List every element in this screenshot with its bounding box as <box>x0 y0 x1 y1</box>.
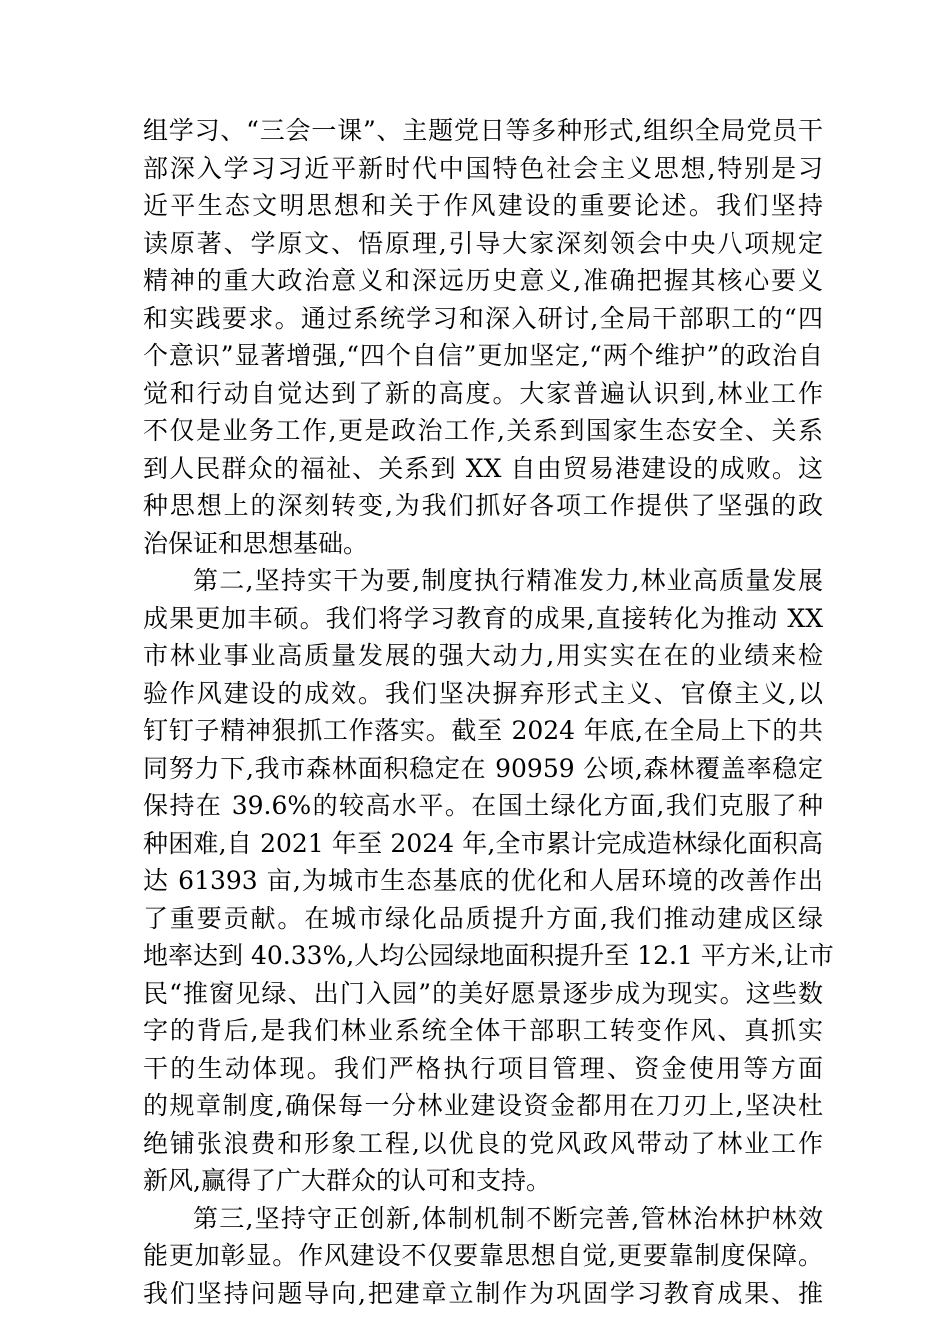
text-line: 种困难,自 2021 年至 2024 年,全市累计完成造林绿化面积高 <box>143 828 823 858</box>
body-text <box>143 112 834 1312</box>
text-line: 字的背后,是我们林业系统全体干部职工转变作风、真抓实 <box>143 1016 823 1045</box>
paragraph-start-line: 第二,坚持实干为要,制度执行精准发力,林业高质量发展 <box>193 566 823 595</box>
text-line: 近平生态文明思想和关于作风建设的重要论述。我们坚持 <box>143 191 823 220</box>
text-line: 了重要贡献。在城市绿化品质提升方面,我们推动建成区绿 <box>143 903 823 933</box>
text-line: 不仅是业务工作,更是政治工作,关系到国家生态安全、关系 <box>143 416 823 445</box>
text-line: 种思想上的深刻转变,为我们抓好各项工作提供了坚强的政 <box>143 491 823 520</box>
text-line: 精神的重大政治意义和深远历史意义,准确把握其核心要义 <box>143 266 823 295</box>
paragraph-end-line: 治保证和思想基础。 <box>143 528 369 558</box>
text-line: 市林业事业高质量发展的强大动力,用实实在在的业绩来检 <box>143 641 823 670</box>
text-line: 我们坚持问题导向,把建章立制作为巩固学习教育成果、推 <box>143 1278 823 1308</box>
text-line: 成果更加丰硕。我们将学习教育的成果,直接转化为推动 XX <box>143 603 823 633</box>
text-line: 验作风建设的成效。我们坚决摒弃形式主义、官僚主义,以 <box>143 678 823 708</box>
text-line: 读原著、学原文、悟原理,引导大家深刻领会中央八项规定 <box>143 228 823 258</box>
text-line: 和实践要求。通过系统学习和深入研讨,全局干部职工的“四 <box>143 303 823 333</box>
text-line: 部深入学习习近平新时代中国特色社会主义思想,特别是习 <box>143 153 823 183</box>
text-line: 保持在 39.6%的较高水平。在国土绿化方面,我们克服了种 <box>143 791 823 820</box>
text-line: 同努力下,我市森林面积稳定在 90959 公顷,森林覆盖率稳定 <box>143 753 823 783</box>
text-line: 地率达到 40.33%,人均公园绿地面积提升至 12.1 平方米,让市 <box>143 941 834 970</box>
text-line: 达 61393 亩,为城市生态基底的优化和人居环境的改善作出 <box>143 866 823 895</box>
text-line: 觉和行动自觉达到了新的高度。大家普遍认识到,林业工作 <box>143 378 823 408</box>
text-line: 钉钉子精神狠抓工作落实。截至 2024 年底,在全局上下的共 <box>143 716 823 745</box>
text-line: 能更加彰显。作风建设不仅要靠思想自觉,更要靠制度保障。 <box>143 1241 823 1270</box>
text-line: 绝铺张浪费和形象工程,以优良的党风政风带动了林业工作 <box>143 1128 823 1158</box>
paragraph-start-line: 第三,坚持守正创新,体制机制不断完善,管林治林护林效 <box>193 1203 823 1233</box>
text-line: 组学习、“三会一课”、主题党日等多种形式,组织全局党员干 <box>143 116 823 145</box>
text-line: 到人民群众的福祉、关系到 XX 自由贸易港建设的成败。这 <box>143 453 823 483</box>
text-line: 的规章制度,确保每一分林业建设资金都用在刀刃上,坚决杜 <box>143 1091 823 1120</box>
paragraph-end-line: 新风,赢得了广大群众的认可和支持。 <box>143 1166 551 1195</box>
text-line: 个意识”显著增强,“四个自信”更加坚定,“两个维护”的政治自 <box>143 341 823 370</box>
text-line: 干的生动体现。我们严格执行项目管理、资金使用等方面 <box>143 1053 823 1083</box>
text-line: 民“推窗见绿、出门入园”的美好愿景逐步成为现实。这些数 <box>143 978 823 1008</box>
